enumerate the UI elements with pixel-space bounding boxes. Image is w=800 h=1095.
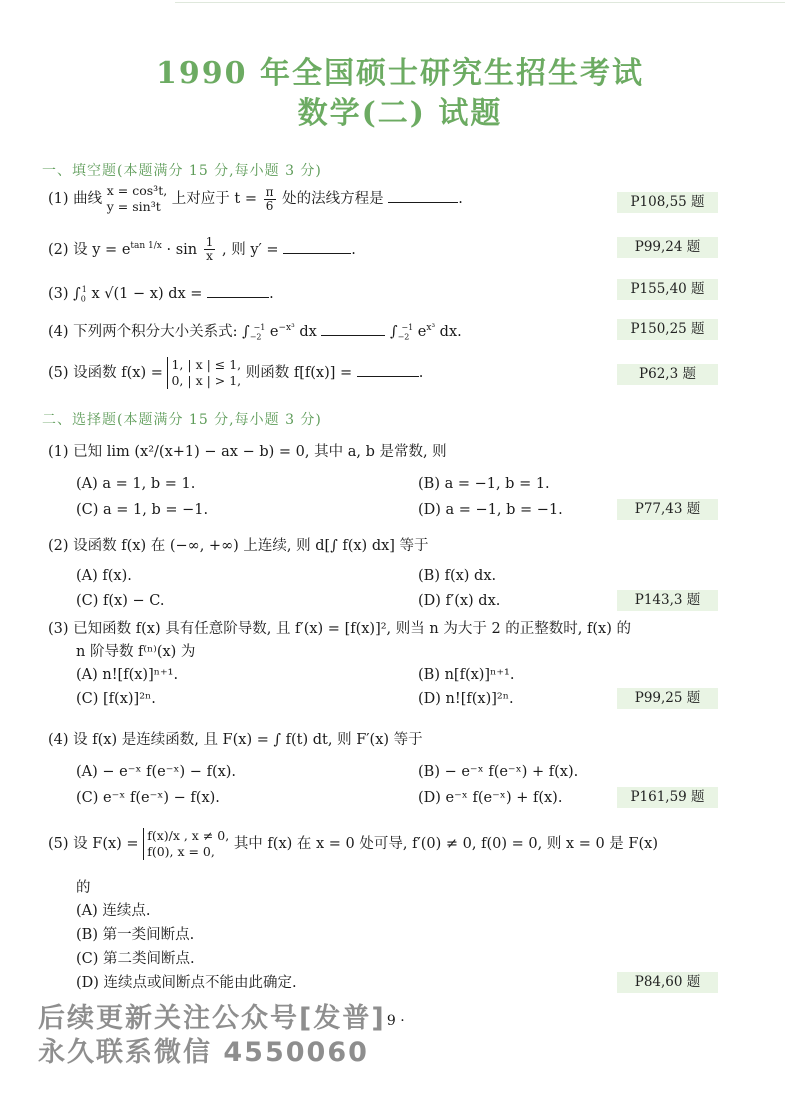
option-d: (D) a = −1, b = −1. bbox=[418, 502, 563, 518]
fill-question-4: (4) 下列两个积分大小关系式: $\int_{-2}^{-1}$ $e^{-x^3}$ dx $\int_{-2}^{-1}$ $e^{x^3}$ dx. bbox=[48, 318, 462, 348]
section-choice-heading: 二、选择题(本题满分 15 分,每小题 3 分) bbox=[42, 412, 322, 428]
answer-blank bbox=[321, 321, 385, 336]
answer-blank bbox=[357, 362, 419, 377]
choice-question-3: (3) 已知函数 f(x) 具有任意阶导数, 且 f′(x) = [f(x)]², 则当 n 为大于 2 的正整数时, f(x) 的 bbox=[48, 621, 631, 637]
option-b: (B) a = −1, b = 1. bbox=[418, 476, 550, 492]
choice-question-4: (4) 设 f(x) 是连续函数, 且 F(x) = ∫ f(t) dt, 则 F′(x) 等于 bbox=[48, 732, 423, 748]
reference-tag: P155,40 题 bbox=[617, 279, 718, 300]
answer-blank bbox=[207, 283, 269, 298]
choice-question-5-cont: 的 bbox=[76, 880, 91, 896]
top-rule bbox=[175, 2, 785, 3]
question-text: (2) 设 y = e bbox=[48, 241, 131, 258]
exam-subtitle: 数学(二) 试题 bbox=[297, 96, 503, 131]
option-c: (C) 第二类间断点. bbox=[76, 951, 195, 967]
choice-question-3-cont: n 阶导数 f⁽ⁿ⁾(x) 为 bbox=[76, 644, 196, 660]
option-c: (C) [f(x)]²ⁿ. bbox=[76, 691, 156, 707]
question-text: (3) ∫ bbox=[48, 285, 81, 302]
reference-tag: P84,60 题 bbox=[617, 972, 718, 993]
fill-question-2: (2) 设 $y = e^{tan 1/x} \cdot \sin$ $\frac{1}{x}$ , 则 y′ = . bbox=[48, 235, 356, 264]
exam-title: 1990 年全国硕士研究生招生考试 bbox=[156, 56, 644, 91]
page-number: · 9 · bbox=[378, 1013, 405, 1029]
fraction: $\frac{1}{x}$ bbox=[205, 235, 214, 264]
question-text: (4) 下列两个积分大小关系式: ∫ bbox=[48, 323, 250, 340]
option-a: (A) 连续点. bbox=[76, 903, 151, 919]
reference-tag: P150,25 题 bbox=[617, 319, 718, 340]
section-fill-heading: 一、填空题(本题满分 15 分,每小题 3 分) bbox=[42, 163, 322, 179]
watermark-line-1: 后续更新关注公众号[发普] bbox=[38, 1003, 386, 1034]
exponent: tan 1/x bbox=[130, 241, 162, 251]
option-b: (B) 第一类间断点. bbox=[76, 927, 195, 943]
question-text: 则函数 f[f(x)] = bbox=[245, 365, 353, 381]
option-a: (A) n![f(x)]ⁿ⁺¹. bbox=[76, 667, 179, 683]
choice-question-5: (5) 设 F(x) = f(x)/x , x ≠ 0, f(0), x = 0, 其中 f(x) 在 x = 0 处可导, f′(0) ≠ 0, f(0) = 0, 则 x = 0 是 F(x) bbox=[48, 828, 658, 859]
reference-tag: P143,3 题 bbox=[617, 590, 718, 611]
option-d: (D) f′(x) dx. bbox=[418, 593, 501, 609]
option-a: (A) a = 1, b = 1. bbox=[76, 476, 196, 492]
option-b: (B) n[f(x)]ⁿ⁺¹. bbox=[418, 667, 515, 683]
option-a: (A) − e⁻ˣ f(e⁻ˣ) − f(x). bbox=[76, 764, 237, 780]
choice-question-2: (2) 设函数 f(x) 在 (−∞, +∞) 上连续, 则 d[∫ f(x) dx] 等于 bbox=[48, 538, 429, 554]
question-text: (1) 曲线 bbox=[48, 191, 103, 207]
reference-tag: P108,55 题 bbox=[617, 192, 718, 213]
choice-question-1: (1) 已知 lim (x²/(x+1) − ax − b) = 0, 其中 a, b 是常数, 则 bbox=[48, 444, 447, 460]
piecewise-definition: 1, | x | ≤ 1, 0, | x | > 1, bbox=[167, 357, 241, 389]
option-a: (A) f(x). bbox=[76, 568, 132, 584]
question-text: 上对应于 t = bbox=[171, 191, 257, 207]
param-system: x = cos³t, y = sin³t bbox=[106, 183, 168, 214]
fill-question-1: (1) 曲线 x = cos³t, y = sin³t 上对应于 t = $\frac{\pi}{6}$ 处的法线方程是 . bbox=[48, 183, 463, 214]
answer-blank bbox=[283, 239, 351, 254]
reference-tag: P99,24 题 bbox=[617, 237, 718, 258]
answer-blank bbox=[388, 188, 458, 203]
option-d: (D) 连续点或间断点不能由此确定. bbox=[76, 975, 297, 991]
option-d: (D) n![f(x)]²ⁿ. bbox=[418, 691, 514, 707]
option-c: (C) f(x) − C. bbox=[76, 593, 165, 609]
reference-tag: P62,3 题 bbox=[617, 364, 718, 385]
fraction: $\frac{\pi}{6}$ bbox=[265, 184, 274, 213]
question-text: (5) 设函数 f(x) = bbox=[48, 365, 163, 381]
watermark-line-2: 永久联系微信 4550060 bbox=[38, 1037, 369, 1068]
question-text: · sin bbox=[166, 241, 198, 258]
option-b: (B) f(x) dx. bbox=[418, 568, 497, 584]
question-text: 处的法线方程是 bbox=[282, 191, 384, 207]
fill-question-3: (3) $\int_0^1$ x √(1 − x) dx = . bbox=[48, 280, 274, 310]
question-text: x √(1 − x) dx = bbox=[91, 285, 203, 302]
option-d: (D) e⁻ˣ f(e⁻ˣ) + f(x). bbox=[418, 790, 563, 806]
reference-tag: P77,43 题 bbox=[617, 499, 718, 520]
question-text: , 则 y′ = bbox=[222, 241, 279, 258]
fill-question-5: (5) 设函数 f(x) = 1, | x | ≤ 1, 0, | x | > 1, 则函数 f[f(x)] = . bbox=[48, 357, 424, 388]
option-c: (C) e⁻ˣ f(e⁻ˣ) − f(x). bbox=[76, 790, 220, 806]
reference-tag: P99,25 题 bbox=[617, 688, 718, 709]
piecewise-definition: f(x)/x , x ≠ 0, f(0), x = 0, bbox=[143, 828, 229, 860]
option-b: (B) − e⁻ˣ f(e⁻ˣ) + f(x). bbox=[418, 764, 579, 780]
reference-tag: P161,59 题 bbox=[617, 787, 718, 808]
option-c: (C) a = 1, b = −1. bbox=[76, 502, 209, 518]
